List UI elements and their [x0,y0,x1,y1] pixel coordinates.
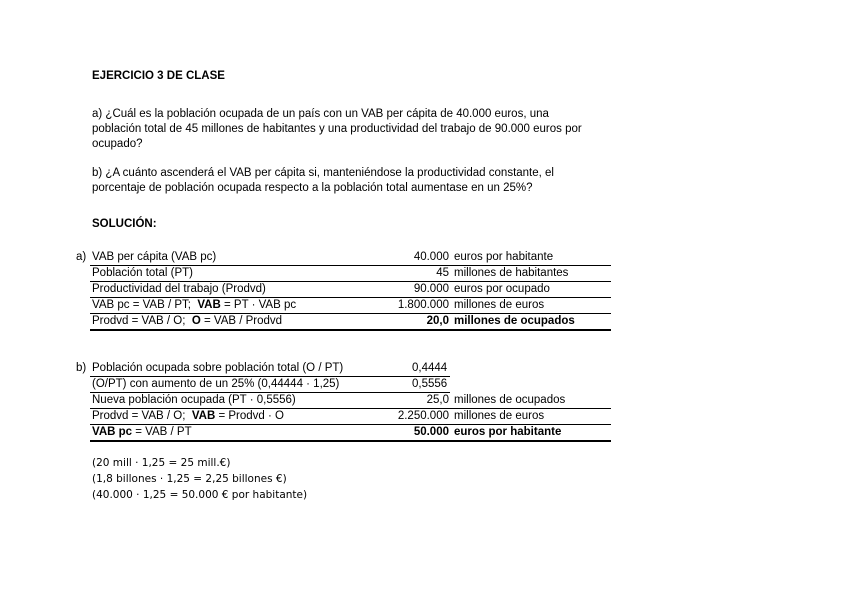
table-b-row-3-unit: millones de ocupados [454,394,566,406]
table-a-row-3-num: 90.000 [413,283,449,295]
note-3: (40.000 · 1,25 = 50.000 € por habitante) [92,489,308,501]
table-b-row-4-label: Prodvd = VAB / O; VAB = Prodvd · O [92,410,284,422]
table-b-row-1-label: Población ocupada sobre población total (O / PT) [92,362,344,374]
table-b-row-3-label: Nueva población ocupada (PT · 0,5556) [92,394,296,406]
page-title: EJERCICIO 3 DE CLASE [92,70,225,82]
table-a-row-5-num: 20,0 [426,315,449,327]
table-b-row-5-num: 50.000 [413,426,449,438]
table-a-row-5-label: Prodvd = VAB / O; O = VAB / Prodvd [92,315,283,327]
table-b-row-2-num: 0,5556 [412,378,448,390]
table-a-row-3-label: Productividad del trabajo (Prodvd) [92,283,266,295]
table-a-row-1-unit: euros por habitante [454,251,554,263]
question-b: b) ¿A cuánto ascenderá el VAB per cápita si, manteniéndose la productividad constante, el porcentaje de población ocupada respecto a la población total aumentase en un 25%? [92,167,554,194]
table-b-row-1-num: 0,4444 [412,362,448,374]
table-a-line-5 [90,329,611,331]
table-a-row-4-unit: millones de euros [454,299,545,311]
table-b-row-5-unit: euros por habitante [454,426,562,438]
table-a-row-2-num: 45 [436,267,449,279]
table-b-line-5 [90,440,611,442]
question-a: a) ¿Cuál es la población ocupada de un país con un VAB per cápita de 40.000 euros, una población total de 45 millones de habitantes y una productividad del trabajo de 90.000 euros por ocupado? [92,108,582,150]
table-b-row-5-label: VAB pc = VAB / PT [92,426,192,438]
note-1: (20 mill · 1,25 = 25 mill.€) [92,457,231,469]
table-a-row-3-unit: euros por ocupado [454,283,550,295]
table-b-row-4-num: 2.250.000 [397,410,449,422]
table-a-row-1-num: 40.000 [413,251,449,263]
table-b-row-3-num: 25,0 [426,394,449,406]
table-a-row-1-label: VAB per cápita (VAB pc) [92,251,217,263]
table-a-row-2-unit: millones de habitantes [454,267,569,279]
section-a-marker: a) [76,251,87,263]
table-b-row-4-unit: millones de euros [454,410,545,422]
table-b-row-2-label: (O/PT) con aumento de un 25% (0,44444 · 1,25) [92,378,340,390]
table-a-row-5-unit: millones de ocupados [454,315,575,327]
table-a-row-4-label: VAB pc = VAB / PT; VAB = PT · VAB pc [92,299,297,311]
solution-heading: SOLUCIÓN: [92,218,157,230]
table-a-row-2-label: Población total (PT) [92,267,193,279]
table-a-row-4-num: 1.800.000 [397,299,449,311]
section-b-marker: b) [76,362,87,374]
note-2: (1,8 billones · 1,25 = 2,25 billones €) [92,473,287,485]
